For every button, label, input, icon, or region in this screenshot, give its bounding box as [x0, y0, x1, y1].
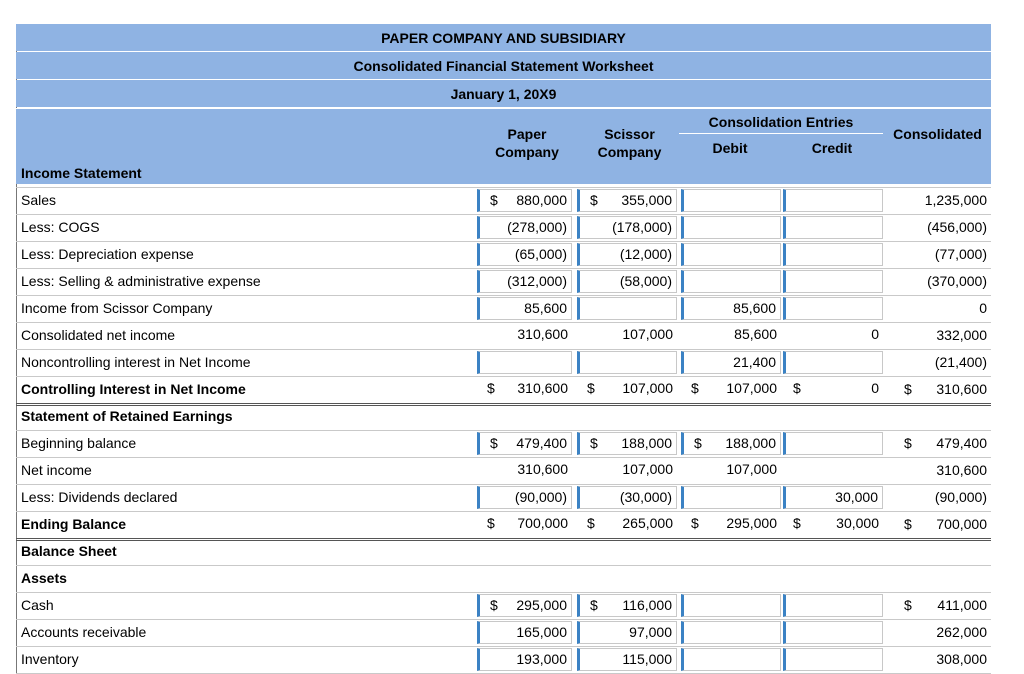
dollar-sign: $ — [587, 380, 595, 396]
table-row — [16, 214, 991, 242]
row-label: Assets — [21, 570, 67, 586]
row-label: Less: Selling & administrative expense — [21, 273, 261, 289]
scissor-value: (178,000) — [612, 219, 672, 235]
debit-cell[interactable] — [681, 216, 781, 239]
col-scissor: Scissor Company — [597, 126, 662, 160]
dollar-sign: $ — [793, 515, 801, 531]
credit-value: 0 — [871, 326, 879, 342]
consolidated-value: (370,000) — [927, 273, 987, 289]
paper-value: 193,000 — [516, 651, 567, 667]
company-header — [16, 24, 991, 51]
dollar-sign: $ — [587, 515, 595, 531]
paper-value: 479,400 — [516, 435, 567, 451]
paper-cell[interactable] — [477, 594, 572, 617]
table-row — [16, 376, 991, 406]
row-label: Beginning balance — [21, 435, 137, 451]
paper-cell[interactable] — [477, 270, 572, 293]
col-credit: Credit — [811, 140, 853, 156]
row-label: Cash — [21, 597, 54, 613]
debit-value: 85,600 — [733, 300, 776, 316]
consolidated-cell — [886, 268, 991, 295]
scissor-cell[interactable] — [577, 351, 677, 374]
debit-cell[interactable] — [681, 621, 781, 644]
debit-cell[interactable] — [681, 432, 781, 455]
paper-value: 310,600 — [517, 461, 568, 477]
consolidated-cell — [886, 376, 991, 403]
scissor-cell[interactable] — [577, 621, 677, 644]
paper-value: 295,000 — [516, 597, 567, 613]
scissor-cell[interactable] — [577, 297, 677, 320]
consolidated-cell — [886, 484, 991, 511]
row-label: Less: Depreciation expense — [21, 246, 194, 262]
debit-cell — [681, 459, 781, 482]
paper-cell[interactable] — [477, 351, 572, 374]
credit-cell — [783, 459, 883, 482]
paper-cell[interactable] — [477, 621, 572, 644]
scissor-value: (12,000) — [619, 246, 672, 262]
paper-cell[interactable] — [477, 243, 572, 266]
debit-cell[interactable] — [681, 297, 781, 320]
credit-value: 0 — [871, 380, 879, 396]
table-row — [16, 511, 991, 541]
credit-cell[interactable] — [783, 351, 883, 374]
scissor-value: 107,000 — [622, 326, 673, 342]
debit-value: 188,000 — [725, 435, 776, 451]
table-row — [16, 349, 991, 377]
credit-cell[interactable] — [783, 432, 883, 455]
paper-value: 700,000 — [517, 515, 568, 531]
debit-cell[interactable] — [681, 189, 781, 212]
dollar-sign: $ — [590, 597, 598, 613]
table-row — [16, 322, 991, 350]
paper-value: (312,000) — [507, 273, 567, 289]
debit-value: 107,000 — [726, 380, 777, 396]
scissor-cell[interactable] — [577, 243, 677, 266]
table-row — [16, 538, 991, 566]
dollar-sign: $ — [694, 435, 702, 451]
table-row — [16, 295, 991, 323]
title-header — [16, 52, 991, 79]
consolidated-value: 308,000 — [936, 651, 987, 667]
debit-value: 295,000 — [726, 515, 777, 531]
dollar-sign: $ — [691, 380, 699, 396]
debit-cell[interactable] — [681, 351, 781, 374]
scissor-cell — [577, 513, 677, 536]
row-label: Less: Dividends declared — [21, 489, 178, 505]
scissor-value: (30,000) — [619, 489, 672, 505]
table-row — [16, 403, 991, 431]
table-row — [16, 592, 991, 620]
table-row — [16, 160, 991, 188]
dollar-sign: $ — [490, 192, 498, 208]
consolidated-value: (21,400) — [934, 354, 987, 370]
table-row — [16, 187, 991, 215]
consolidated-value: 332,000 — [936, 327, 987, 343]
scissor-value: (58,000) — [619, 273, 672, 289]
paper-value: (90,000) — [514, 489, 567, 505]
credit-cell — [783, 324, 883, 347]
consolidated-value: (90,000) — [934, 489, 987, 505]
scissor-cell — [577, 378, 677, 401]
paper-cell[interactable] — [477, 297, 572, 320]
table-row — [16, 241, 991, 269]
worksheet-date: January 1, 20X9 — [450, 85, 557, 102]
scissor-cell[interactable] — [577, 648, 677, 671]
paper-value: (278,000) — [507, 219, 567, 235]
dollar-sign: $ — [590, 435, 598, 451]
dollar-sign: $ — [904, 516, 912, 532]
table-row — [16, 457, 991, 485]
consolidated-value: 411,000 — [937, 597, 987, 613]
scissor-cell[interactable] — [577, 270, 677, 293]
scissor-cell[interactable] — [577, 216, 677, 239]
row-label: Balance Sheet — [21, 543, 117, 559]
paper-value: 85,600 — [524, 300, 567, 316]
credit-cell[interactable] — [783, 621, 883, 644]
consolidated-cell — [886, 646, 991, 673]
col-consolidation-entries: Consolidation Entries — [679, 111, 883, 134]
consolidated-value: 310,600 — [936, 381, 987, 397]
table-row — [16, 268, 991, 296]
col-debit: Debit — [712, 140, 748, 156]
scissor-cell[interactable] — [577, 594, 677, 617]
row-label: Accounts receivable — [21, 624, 147, 640]
row-label: Ending Balance — [21, 516, 127, 532]
paper-value: 310,600 — [517, 326, 568, 342]
col-consolidated: Consolidated — [893, 126, 982, 142]
worksheet-title: Consolidated Financial Statement Worksheet — [353, 57, 654, 74]
consolidated-cell — [886, 241, 991, 268]
debit-cell[interactable] — [681, 594, 781, 617]
debit-cell[interactable] — [681, 270, 781, 293]
dollar-sign: $ — [590, 192, 598, 208]
consolidated-cell — [886, 187, 991, 214]
consolidated-cell — [886, 214, 991, 241]
paper-value: 165,000 — [516, 624, 567, 640]
consolidated-cell — [886, 430, 991, 457]
row-label: Income from Scissor Company — [21, 300, 213, 316]
col-paper: Paper Company — [495, 126, 559, 160]
consolidated-cell — [886, 592, 991, 619]
credit-cell[interactable] — [783, 297, 883, 320]
debit-cell[interactable] — [681, 243, 781, 266]
paper-cell — [477, 378, 572, 401]
scissor-value: 97,000 — [629, 624, 672, 640]
paper-cell[interactable] — [477, 432, 572, 455]
dollar-sign: $ — [487, 380, 495, 396]
consolidated-value: (456,000) — [927, 219, 987, 235]
credit-cell[interactable] — [783, 189, 883, 212]
consolidated-value: (77,000) — [934, 246, 987, 262]
row-label: Less: COGS — [21, 219, 100, 235]
credit-cell[interactable] — [783, 270, 883, 293]
scissor-value: 115,000 — [622, 651, 672, 667]
dollar-sign: $ — [490, 597, 498, 613]
consolidated-value: 479,400 — [936, 435, 987, 451]
credit-cell[interactable] — [783, 648, 883, 671]
debit-cell — [681, 378, 781, 401]
company-name: PAPER COMPANY AND SUBSIDIARY — [381, 29, 626, 46]
debit-cell — [681, 324, 781, 347]
row-label: Statement of Retained Earnings — [21, 408, 233, 424]
row-label: Inventory — [21, 651, 79, 667]
scissor-value: 107,000 — [622, 380, 673, 396]
paper-cell[interactable] — [477, 216, 572, 239]
paper-value: 310,600 — [517, 380, 568, 396]
table-row — [16, 565, 991, 593]
credit-value: 30,000 — [836, 515, 879, 531]
debit-cell[interactable] — [681, 648, 781, 671]
dollar-sign: $ — [490, 435, 498, 451]
debit-cell[interactable] — [681, 486, 781, 509]
paper-cell — [477, 513, 572, 536]
scissor-value: 116,000 — [622, 597, 672, 613]
consolidated-cell — [886, 511, 991, 538]
paper-cell — [477, 459, 572, 482]
scissor-cell[interactable] — [577, 189, 677, 212]
row-label: Consolidated net income — [21, 327, 176, 343]
table-row — [16, 484, 991, 512]
credit-cell — [783, 513, 883, 536]
paper-cell[interactable] — [477, 648, 572, 671]
consolidated-cell — [886, 349, 991, 376]
paper-value: 880,000 — [516, 192, 567, 208]
row-label: Sales — [21, 192, 57, 208]
row-label: Noncontrolling interest in Net Income — [21, 354, 251, 370]
consolidated-cell — [886, 457, 991, 484]
scissor-cell — [577, 459, 677, 482]
row-label: Controlling Interest in Net Income — [21, 381, 246, 397]
scissor-cell[interactable] — [577, 432, 677, 455]
consolidated-cell — [886, 295, 991, 322]
consolidated-value: 262,000 — [936, 624, 987, 640]
scissor-cell — [577, 324, 677, 347]
row-label: Net income — [21, 462, 92, 478]
debit-value: 85,600 — [734, 326, 777, 342]
consolidated-cell — [886, 322, 991, 349]
table-row — [16, 430, 991, 458]
debit-value: 107,000 — [726, 461, 777, 477]
table-row — [16, 619, 991, 647]
dollar-sign: $ — [691, 515, 699, 531]
consolidated-value: 1,235,000 — [924, 192, 987, 208]
scissor-value: 107,000 — [622, 461, 673, 477]
paper-cell — [477, 324, 572, 347]
scissor-value: 355,000 — [621, 192, 672, 208]
credit-value: 30,000 — [835, 489, 878, 505]
paper-cell[interactable] — [477, 486, 572, 509]
paper-value: (65,000) — [514, 246, 567, 262]
dollar-sign: $ — [793, 380, 801, 396]
credit-cell[interactable] — [783, 216, 883, 239]
scissor-value: 265,000 — [622, 515, 673, 531]
dollar-sign: $ — [904, 381, 912, 397]
consolidated-value: 700,000 — [936, 516, 987, 532]
scissor-cell[interactable] — [577, 486, 677, 509]
consolidated-value: 310,600 — [936, 462, 987, 478]
credit-cell[interactable] — [783, 486, 883, 509]
scissor-value: 188,000 — [621, 435, 672, 451]
paper-cell[interactable] — [477, 189, 572, 212]
dollar-sign: $ — [904, 597, 912, 613]
debit-value: 21,400 — [733, 354, 776, 370]
consolidated-cell — [886, 619, 991, 646]
credit-cell[interactable] — [783, 243, 883, 266]
debit-cell — [681, 513, 781, 536]
row-label: Income Statement — [21, 165, 142, 181]
date-header — [16, 80, 991, 107]
consolidated-value: 0 — [979, 300, 987, 316]
dollar-sign: $ — [487, 515, 495, 531]
credit-cell[interactable] — [783, 594, 883, 617]
credit-cell — [783, 378, 883, 401]
table-row — [16, 646, 991, 674]
dollar-sign: $ — [904, 435, 912, 451]
